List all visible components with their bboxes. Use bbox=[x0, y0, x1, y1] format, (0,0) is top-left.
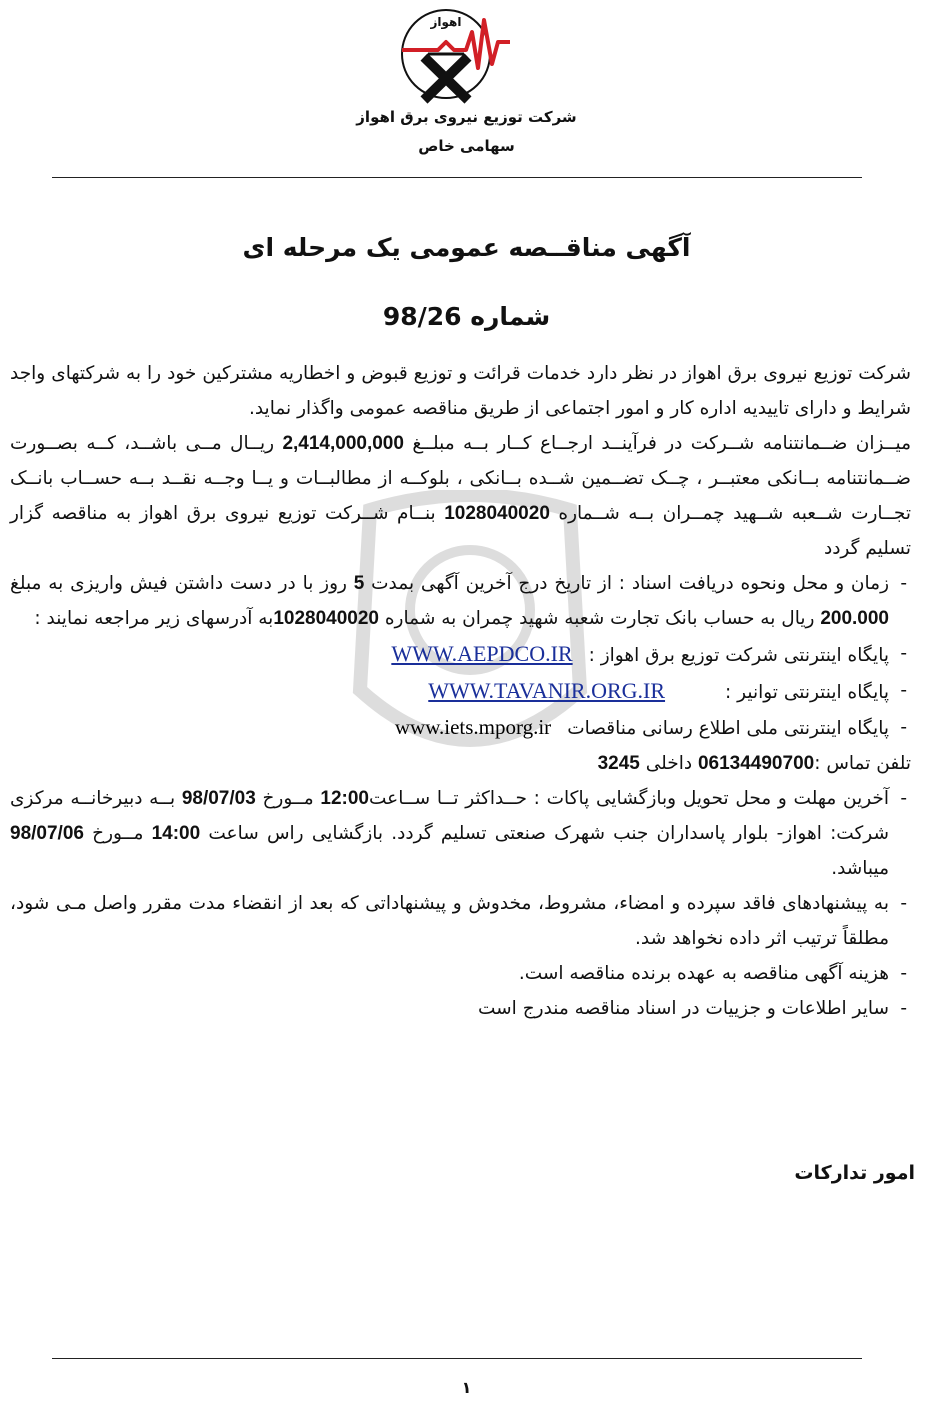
company-logo bbox=[398, 2, 518, 107]
deadline-time: 12:00 bbox=[320, 788, 369, 809]
guarantee-amount: 2,414,000,000 bbox=[282, 433, 404, 454]
aepdco-link[interactable]: WWW.AEPDCO.IR bbox=[391, 641, 573, 666]
note-item: - سایر اطلاعات و جزییات در اسناد مناقصه مندرج است bbox=[10, 991, 911, 1026]
note-item: - هزینه آگهی مناقصه به عهده برنده مناقصه است. bbox=[10, 956, 911, 991]
company-type: سهامی خاص bbox=[418, 137, 515, 155]
phone-line: تلفن تماس :06134490700 داخلی 3245 bbox=[597, 753, 911, 774]
documents-paragraph: - زمان و محل ونحوه دریافت اسناد : از تاریخ درج آخرین آگهی بمدت 5 روز با در دست داشتن فیش واریزی به مبلغ 200.000 ریال به حساب بانک تجارت شعبه شهید چمران به شماره 1028040020به آدرسهای زیر مراجعه نمایند : bbox=[10, 566, 911, 636]
notice-body bbox=[10, 356, 911, 1026]
signature: امور تدارکات bbox=[794, 1162, 915, 1184]
link-row-tavanir: - پایگاه اینترنتی توانیر : WWW.TAVANIR.ORG.IR bbox=[10, 673, 911, 710]
docs-account: 1028040020 bbox=[273, 608, 379, 629]
phone-extension: 3245 bbox=[597, 753, 640, 774]
company-name: شرکت توزیع نیروی برق اهواز bbox=[356, 108, 577, 126]
iets-link[interactable]: www.iets.mporg.ir bbox=[394, 715, 552, 739]
deadline-paragraph: - آخرین مهلت و محل تحویل وبازگشایی پاکات : حــداکثر تــا ســاعت12:00 مــورخ 98/07/03 بــه دبیرخانــه مرکزی شرکت: اهواز- بلوار پاسداران جنب شهرک صنعتی تسلیم گردد. بازگشایی راس ساعت 14:00 مــورخ 98/07/06 میباشد. bbox=[10, 781, 911, 886]
phone-number: 06134490700 bbox=[697, 753, 815, 774]
guarantee-paragraph: میــزان ضــمانتنامه شــرکت در فرآینــد ارجــاع کــار بــه مبلــغ 2,414,000,000 ریــال مــی باشــد، کــه بصــورت ضــمانتنامه بــانکی معتبــر ، چــک تضــمین شــده بــانکی ، بلوکــه از مطالبــات و یــا وجــه نقــد بــه حســاب بانــک تجــارت شــعبه شــهید چمــران بــه شــماره 1028040020 بنــام شــرکت توزیع نیروی برق اهواز به مناقصه گزار تسلیم گردد bbox=[10, 433, 912, 559]
note-item: - به پیشنهادهای فاقد سپرده و امضاء، مشروط، مخدوش و پیشنهاداتی که بعد از انقضاء مدت مقرر واصل مـی شود، مطلقاً ترتیب اثر داده نخواهد شد. bbox=[10, 886, 911, 956]
intro-paragraph: شرکت توزیع نیروی برق اهواز در نظر دارد خدمات قرائت و توزیع قبوض و اخطاریه مشترکین خود را به شرکتهای واجد شرایط و دارای تاییدیه اداره کار و امور اجتماعی از طریق مناقصه عمومی واگذار نماید. bbox=[10, 363, 911, 419]
opening-time: 14:00 bbox=[151, 823, 201, 844]
footer-divider bbox=[52, 1358, 862, 1359]
notice-title: آگهی مناقــصه عمومی یک مرحله ای bbox=[242, 233, 691, 262]
docs-amount: 200.000 bbox=[820, 608, 889, 629]
header-divider bbox=[52, 177, 862, 178]
link-row-iets: - پایگاه اینترنتی ملی اطلاع رسانی مناقصات www.iets.mporg.ir bbox=[10, 710, 911, 746]
deadline-date: 98/07/03 bbox=[181, 788, 256, 809]
tavanir-link[interactable]: WWW.TAVANIR.ORG.IR bbox=[428, 678, 666, 703]
svg-text:اهواز: اهواز bbox=[430, 15, 462, 29]
account-number: 1028040020 bbox=[444, 503, 550, 524]
opening-date: 98/07/06 bbox=[10, 823, 84, 844]
link-row-aepdco: - پایگاه اینترنتی شرکت توزیع برق اهواز : WWW.AEPDCO.IR bbox=[10, 636, 911, 673]
page-number: ۱ bbox=[461, 1378, 472, 1397]
docs-days: 5 bbox=[353, 573, 365, 594]
notice-number: شماره 98/26 bbox=[382, 302, 551, 331]
